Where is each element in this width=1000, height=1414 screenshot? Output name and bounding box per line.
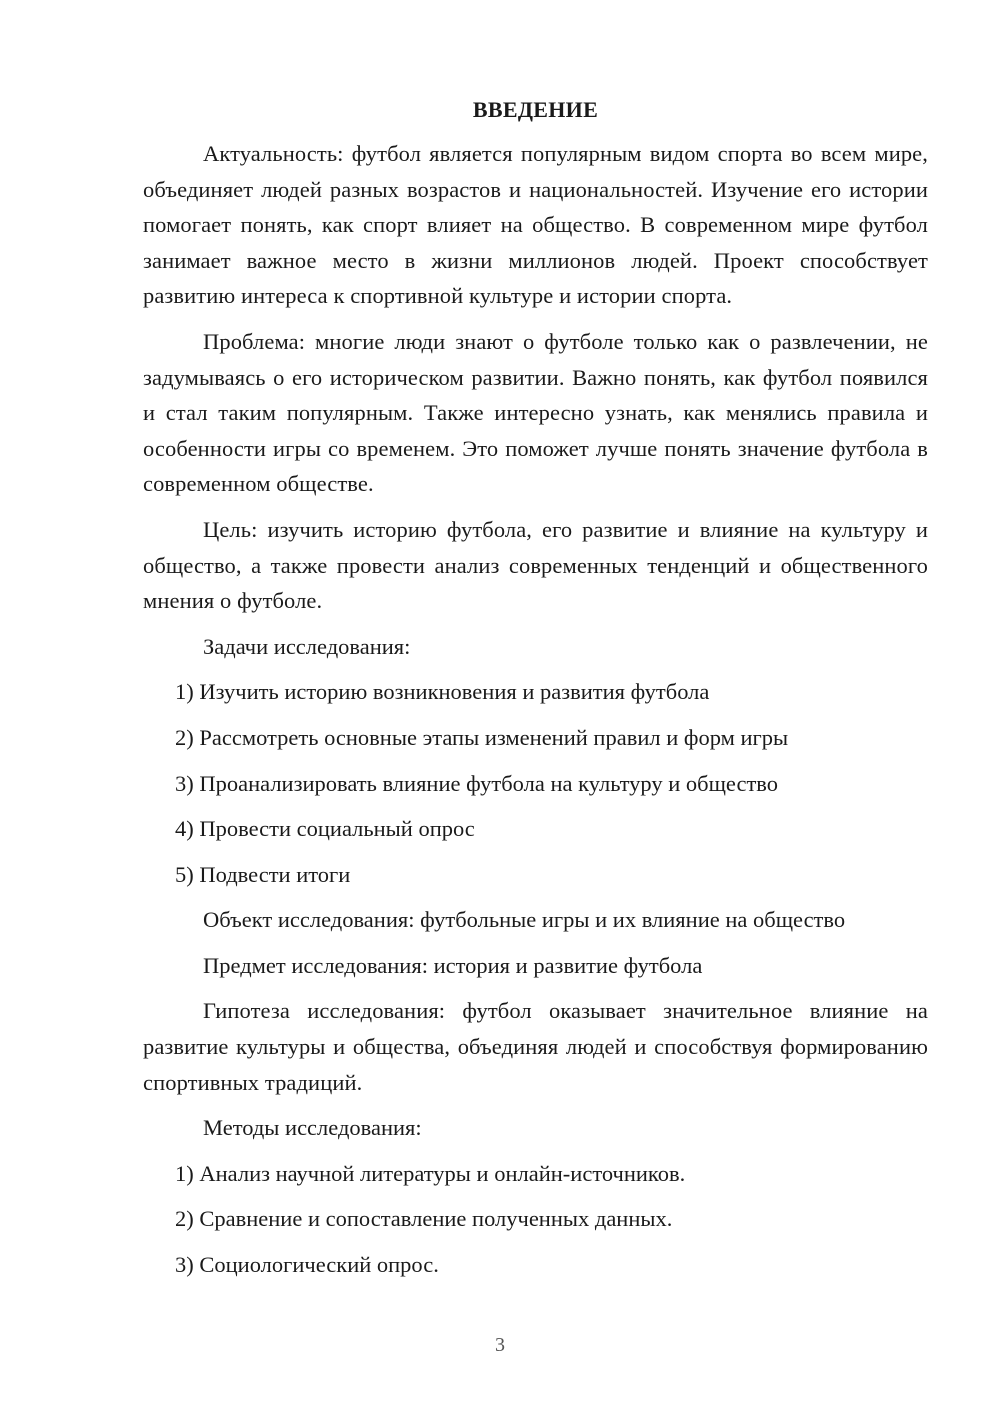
task-item: 5) Подвести итоги [175,861,351,887]
object-paragraph: Объект исследования: футбольные игры и их влияние на общество [203,907,846,933]
method-item: 1) Анализ научной литературы и онлайн-источников. [175,1160,686,1186]
task-item: 3) Проанализировать влияние футбола на культуру и общество [175,770,779,796]
page-title: ВВЕДЕНИЕ [472,97,599,122]
tasks-list [143,674,928,892]
hypothesis-paragraph: Гипотеза исследования: футбол оказывает значительное влияние на развитие культуры и общества, объединяя людей и способствуя формированию спортивных традиций. [143,998,928,1095]
method-item: 3) Социологический опрос. [175,1252,439,1278]
subject-paragraph: Предмет исследования: история и развитие футбола [203,952,703,978]
document-page [143,92,928,1293]
task-item: 1) Изучить историю возникновения и развития футбола [175,679,710,705]
relevance-paragraph: Актуальность: футбол является популярным видом спорта во всем мире, объединяет людей разных возрастов и национальностей. Изучение его истории помогает понять, как спорт влияет на общество. В современном мире футбол занимает важное место в жизни миллионов людей. Проект способствует развитию интереса к спортивной культуре и истории спорта. [143,141,928,309]
task-item: 4) Провести социальный опрос [175,816,475,842]
page-number: 3 [495,1334,505,1356]
methods-heading: Методы исследования: [203,1115,422,1141]
tasks-heading: Задачи исследования: [203,633,411,659]
method-item: 2) Сравнение и сопоставление полученных данных. [175,1206,673,1232]
task-item: 2) Рассмотреть основные этапы изменений правил и форм игры [175,724,789,750]
goal-paragraph: Цель: изучить историю футбола, его развитие и влияние на культуру и общество, а также провести анализ современных тенденций и общественного мнения о футболе. [143,516,928,614]
problem-paragraph: Проблема: многие люди знают о футболе только как о развлечении, не задумываясь о его историческом развитии. Важно понять, как футбол появился и стал таким популярным. Также интересно узнать, как менялись правила и особенности игры со временем. Это поможет лучше понять значение футбола в современном обществе. [143,328,928,497]
methods-list [143,1156,928,1283]
